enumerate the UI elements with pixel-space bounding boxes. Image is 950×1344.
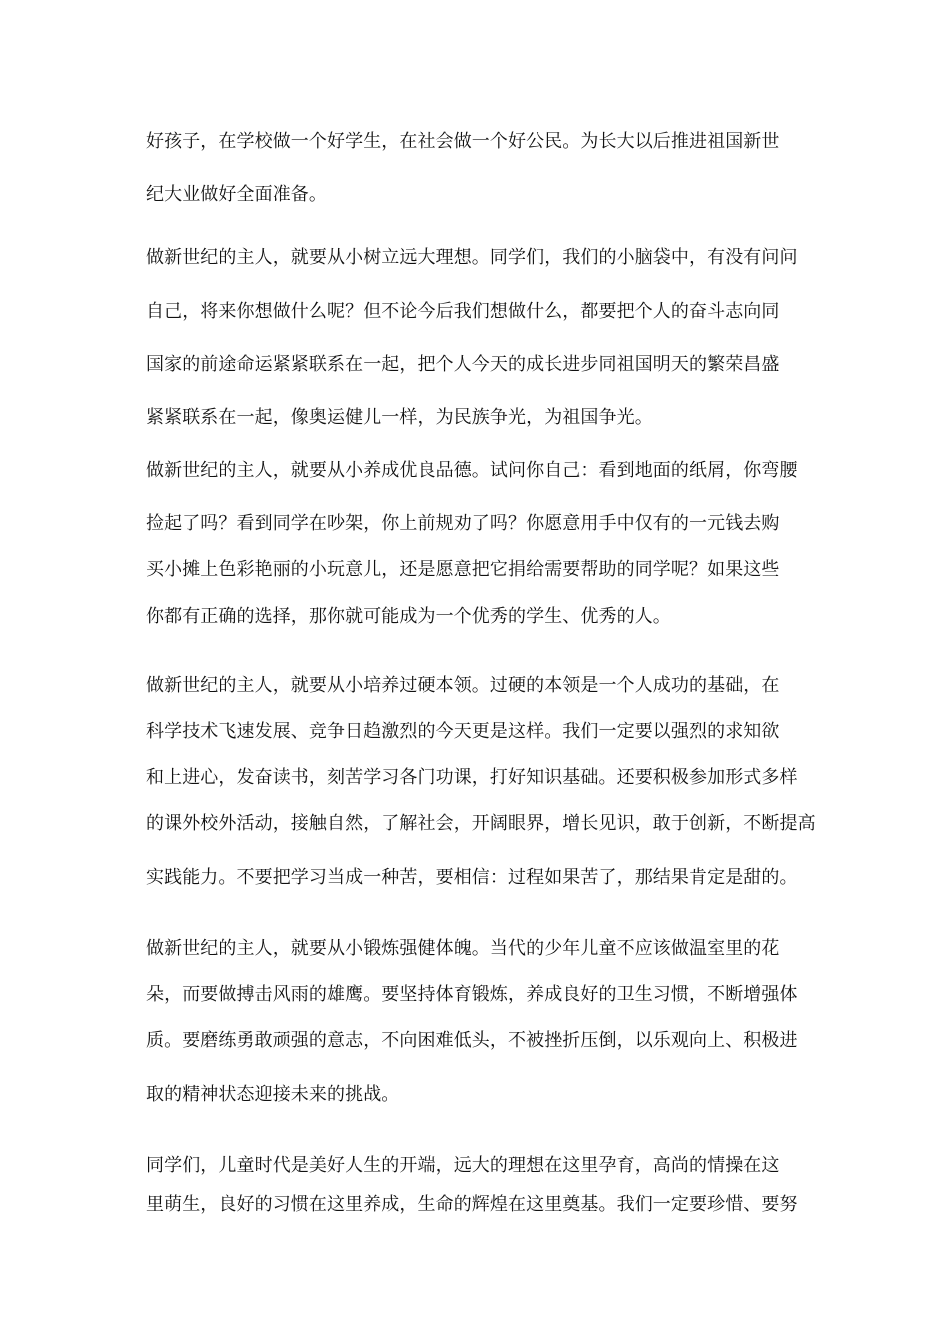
paragraph-2-line-4: 紧紧联系在一起，像奥运健儿一样，为民族争光，为祖国争光。 <box>146 407 653 428</box>
paragraph-3-line-1: 做新世纪的主人，就要从小养成优良品德。试问你自己：看到地面的纸屑，你弯腰 <box>146 460 798 481</box>
paragraph-1-line-1: 好孩子，在学校做一个好学生，在社会做一个好公民。为长大以后推进祖国新世 <box>146 131 780 152</box>
paragraph-5-line-1: 做新世纪的主人，就要从小锻炼强健体魄。当代的少年儿童不应该做温室里的花 <box>146 938 780 959</box>
paragraph-3-line-3: 买小摊上色彩艳丽的小玩意儿，还是愿意把它捐给需要帮助的同学呢？如果这些 <box>146 559 780 580</box>
paragraph-2-line-3: 国家的前途命运紧紧联系在一起，把个人今天的成长进步同祖国明天的繁荣昌盛 <box>146 354 780 375</box>
paragraph-6-line-2: 里萌生，良好的习惯在这里养成，生命的辉煌在这里奠基。我们一定要珍惜、要努 <box>146 1194 798 1215</box>
paragraph-5-line-3: 质。要磨练勇敢顽强的意志，不向困难低头，不被挫折压倒，以乐观向上、积极进 <box>146 1030 798 1051</box>
paragraph-4-line-1: 做新世纪的主人，就要从小培养过硬本领。过硬的本领是一个人成功的基础，在 <box>146 675 780 696</box>
paragraph-4-line-2: 科学技术飞速发展、竞争日趋激烈的今天更是这样。我们一定要以强烈的求知欲 <box>146 721 780 742</box>
paragraph-2-line-1: 做新世纪的主人，就要从小树立远大理想。同学们，我们的小脑袋中，有没有问问 <box>146 247 798 268</box>
paragraph-5-line-4: 取的精神状态迎接未来的挑战。 <box>146 1084 400 1105</box>
paragraph-2-line-2: 自己，将来你想做什么呢？但不论今后我们想做什么，都要把个人的奋斗志向同 <box>146 301 780 322</box>
paragraph-4-line-3: 和上进心，发奋读书，刻苦学习各门功课，打好知识基础。还要积极参加形式多样 <box>146 767 798 788</box>
paragraph-4-line-5: 实践能力。不要把学习当成一种苦，要相信：过程如果苦了，那结果肯定是甜的。 <box>146 867 798 888</box>
paragraph-6-line-1: 同学们，儿童时代是美好人生的开端，远大的理想在这里孕育，高尚的情操在这 <box>146 1155 780 1176</box>
paragraph-3-line-2: 捡起了吗？看到同学在吵架，你上前规劝了吗？你愿意用手中仅有的一元钱去购 <box>146 513 780 534</box>
paragraph-4-line-4: 的课外校外活动，接触自然，了解社会，开阔眼界，增长见识，敢于创新，不断提高 <box>146 813 816 834</box>
paragraph-1-line-2: 纪大业做好全面准备。 <box>146 184 327 205</box>
paragraph-5-line-2: 朵，而要做搏击风雨的雄鹰。要坚持体育锻炼，养成良好的卫生习惯，不断增强体 <box>146 984 798 1005</box>
paragraph-3-line-4: 你都有正确的选择，那你就可能成为一个优秀的学生、优秀的人。 <box>146 606 671 627</box>
